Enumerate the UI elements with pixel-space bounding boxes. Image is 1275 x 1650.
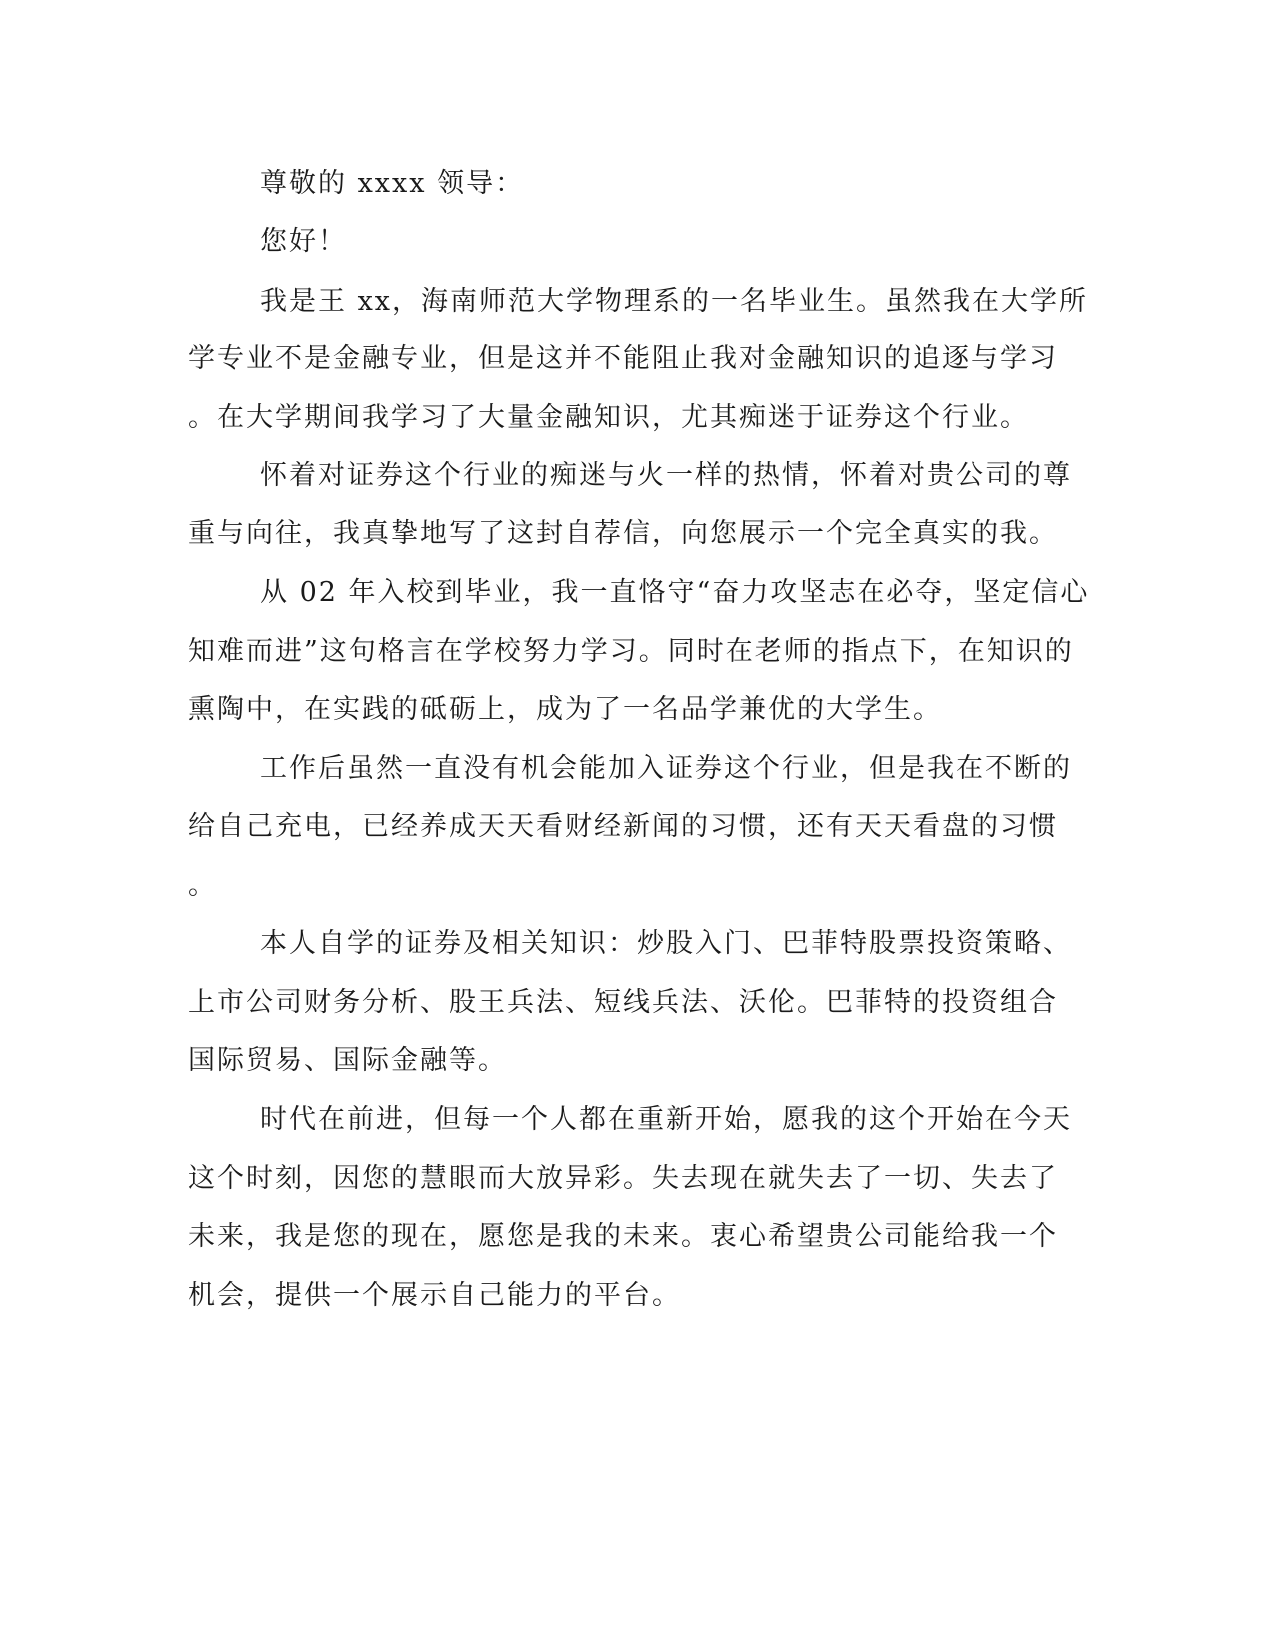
paragraph-line: 重与向往，我真挚地写了这封自荐信，向您展示一个完全真实的我。	[188, 518, 1058, 549]
paragraph-line: 熏陶中，在实践的砥砺上，成为了一名品学兼优的大学生。	[188, 694, 942, 725]
paragraph-line: 工作后虽然一直没有机会能加入证券这个行业，但是我在不断的	[260, 753, 1072, 784]
salutation: 尊敬的 xxxx 领导：	[260, 168, 525, 199]
paragraph-line: 这个时刻，因您的慧眼而大放异彩。失去现在就失去了一切、失去了	[188, 1163, 1058, 1194]
paragraph-line: 。	[188, 870, 217, 901]
paragraph-line: 学专业不是金融专业，但是这并不能阻止我对金融知识的追逐与学习	[188, 343, 1058, 374]
paragraph-line: 未来，我是您的现在，愿您是我的未来。衷心希望贵公司能给我一个	[188, 1221, 1058, 1252]
paragraph-line: 国际贸易、国际金融等。	[188, 1045, 507, 1076]
paragraph-line: 给自己充电，已经养成天天看财经新闻的习惯，还有天天看盘的习惯	[188, 811, 1058, 842]
paragraph-line: 。在大学期间我学习了大量金融知识，尤其痴迷于证券这个行业。	[188, 402, 1029, 433]
paragraph-line: 我是王 xx，海南师范大学物理系的一名毕业生。虽然我在大学所	[260, 286, 1089, 317]
paragraph-line: 本人自学的证券及相关知识：炒股入门、巴菲特股票投资策略、	[260, 928, 1072, 959]
paragraph-line: 从 02 年入校到毕业，我一直恪守“奋力攻坚志在必夺，坚定信心	[260, 577, 1090, 608]
paragraph-line: 怀着对证券这个行业的痴迷与火一样的热情，怀着对贵公司的尊	[260, 460, 1072, 491]
paragraph-line: 机会，提供一个展示自己能力的平台。	[188, 1280, 681, 1311]
paragraph-line: 上市公司财务分析、股王兵法、短线兵法、沃伦。巴菲特的投资组合	[188, 987, 1058, 1018]
paragraph-line: 时代在前进，但每一个人都在重新开始，愿我的这个开始在今天	[260, 1104, 1072, 1135]
greeting: 您好！	[260, 226, 347, 257]
paragraph-line: 知难而进”这句格言在学校努力学习。同时在老师的指点下，在知识的	[188, 636, 1074, 667]
